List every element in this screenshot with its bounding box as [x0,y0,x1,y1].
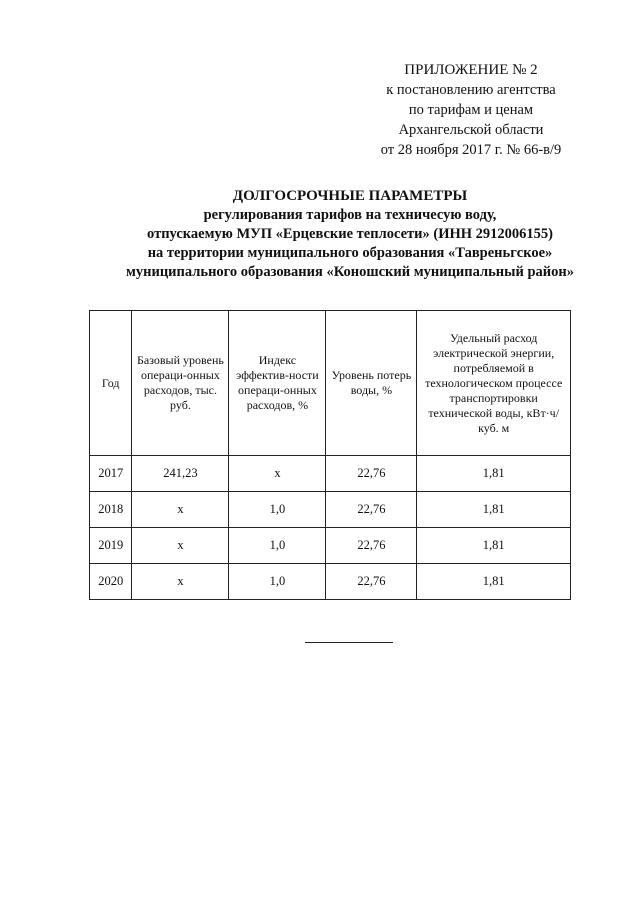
table-row [90,528,571,564]
title-line-2: регулирования тарифов на техничесую воду, [203,207,497,223]
title-main: ДОЛГОСРОЧНЫЕ ПАРАМЕТРЫ [232,188,468,204]
title-line-4: на территории муниципального образования «Тавреньгское» [147,245,553,261]
table-header-row [90,311,571,456]
header-base-costs: Базовый уровень операци-онных расходов, тыс. руб. [132,311,229,456]
appendix-header [356,60,586,160]
cell-energy-consumption: 1,81 [417,456,571,492]
appendix-region: Архангельской области [398,122,544,138]
cell-water-loss: 22,76 [326,564,417,600]
cell-energy-consumption: 1,81 [417,492,571,528]
cell-base-costs: 241,23 [132,456,229,492]
cell-water-loss: 22,76 [326,528,417,564]
header-efficiency-index: Индекс эффектив-ности операци-онных расходов, % [229,311,326,456]
cell-efficiency-index: 1,0 [229,528,326,564]
appendix-date: от 28 ноября 2017 г. № 66-в/9 [380,142,562,158]
appendix-number: ПРИЛОЖЕНИЕ № 2 [404,62,538,78]
cell-water-loss: 22,76 [326,456,417,492]
header-water-loss: Уровень потерь воды, % [326,311,417,456]
cell-base-costs: х [132,528,229,564]
table-row [90,456,571,492]
table-row [90,492,571,528]
end-rule-divider [305,642,393,643]
appendix-reference: к постановлению агентства [386,82,556,98]
header-energy-consumption: Удельный расход электрической энергии, потребляемой в технологическом процессе транспортировки технической воды, кВт·ч/куб. м [417,311,571,456]
title-line-3: отпускаемую МУП «Ерцевские теплосети» (ИНН 2912006155) [147,226,553,242]
parameters-table [89,310,571,600]
cell-year: 2017 [90,456,132,492]
cell-efficiency-index: х [229,456,326,492]
table-row [90,564,571,600]
cell-year: 2018 [90,492,132,528]
cell-efficiency-index: 1,0 [229,492,326,528]
cell-efficiency-index: 1,0 [229,564,326,600]
appendix-agency: по тарифам и ценам [408,102,534,118]
cell-water-loss: 22,76 [326,492,417,528]
cell-year: 2019 [90,528,132,564]
header-year: Год [90,311,132,456]
title-line-5: муниципального образования «Коношский муниципальный район» [125,264,574,280]
document-title [60,187,640,282]
cell-year: 2020 [90,564,132,600]
cell-energy-consumption: 1,81 [417,564,571,600]
cell-base-costs: х [132,492,229,528]
cell-base-costs: х [132,564,229,600]
cell-energy-consumption: 1,81 [417,528,571,564]
